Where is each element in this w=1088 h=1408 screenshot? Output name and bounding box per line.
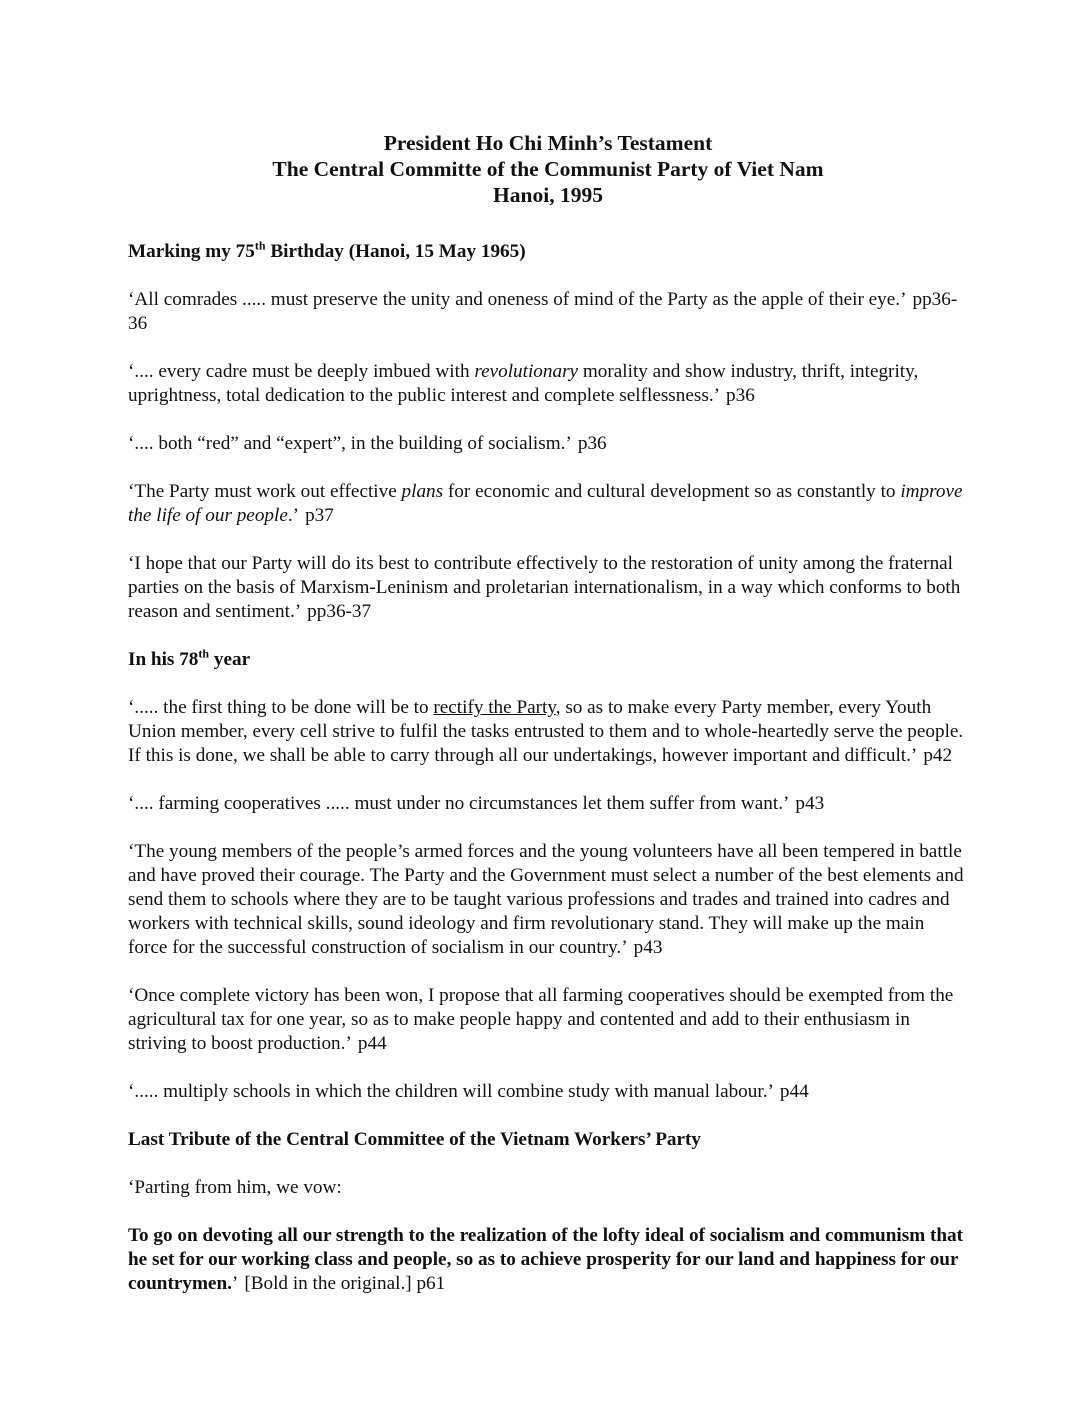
quote-paragraph — [128, 288, 968, 336]
page-reference: p43 — [795, 793, 825, 814]
quote-text: ‘I hope that our Party will do its best to contribute effectively to the restoration of unity among the fraternal parties on the basis of Marxism-Leninism and proletarian internationalism, in a way which conforms to both reason and sentiment.’ — [128, 553, 961, 622]
quote-paragraph — [128, 792, 968, 816]
quote-text: .’ — [287, 505, 300, 526]
section-heading-78th-year — [128, 648, 968, 672]
quote-text: ‘.... farming cooperatives ..... must under no circumstances let them suffer from want.’ — [128, 793, 790, 814]
quote-bold-text: To go on devoting all our strength to the realization of the lofty ideal of socialism and communism that he set for our working class and people, so as to achieve prosperity for our land and happiness for our countrymen. — [128, 1225, 964, 1294]
quote-paragraph — [128, 480, 968, 528]
quote-underlined-text: rectify the Party — [433, 697, 556, 718]
page-reference: pp36-36 — [128, 289, 958, 334]
quote-paragraph — [128, 840, 968, 960]
quote-text: ‘Once complete victory has been won, I propose that all farming cooperatives should be exempted from the agricultural tax for one year, so as to make people happy and contented and add to their enthusiasm in striving to boost production.’ — [128, 985, 954, 1054]
title-line-1: President Ho Chi Minh’s Testament — [383, 131, 713, 155]
quote-paragraph — [128, 1224, 968, 1296]
quote-text: ’ — [231, 1273, 239, 1294]
quote-paragraph — [128, 432, 968, 456]
heading-text: year — [209, 649, 251, 670]
quote-italic-text: plans — [401, 481, 444, 502]
quote-text: ‘..... multiply schools in which the children will combine study with manual labour.’ — [128, 1081, 774, 1102]
quote-text: , so as to make every Party member, every Youth Union member, every cell strive to fulfil the tasks entrusted to them and to whole-heartedly serve the people. If this is done, we shall be able to carry through all our undertakings, however important and difficult.’ — [128, 697, 964, 766]
quote-text: ‘All comrades ..... must preserve the unity and oneness of mind of the Party as the apple of their eye.’ — [128, 289, 907, 310]
page-reference: p44 — [779, 1081, 809, 1102]
quote-text: ‘.... both “red” and “expert”, in the building of socialism.’ — [128, 433, 572, 454]
title-line-2: The Central Committe of the Communist Party of Viet Nam — [272, 157, 824, 181]
quote-italic-text: revolutionary — [474, 361, 579, 382]
page-reference: p36 — [726, 385, 755, 406]
section-heading-75th-birthday — [128, 240, 968, 264]
document-page — [128, 130, 968, 1320]
heading-superscript: th — [254, 238, 266, 253]
section-heading-last-tribute: Last Tribute of the Central Committee of the Vietnam Workers’ Party — [128, 1129, 702, 1150]
quote-paragraph — [128, 552, 968, 624]
quote-intro: ‘Parting from him, we vow: — [128, 1177, 342, 1198]
page-reference: p61 — [416, 1273, 446, 1294]
editorial-note: [Bold in the original.] — [244, 1273, 412, 1294]
quote-paragraph — [128, 1080, 968, 1104]
heading-text: In his 78 — [128, 649, 199, 670]
page-reference: p37 — [305, 505, 334, 526]
quote-text: ‘The young members of the people’s armed forces and the young volunteers have all been tempered in battle and have proved their courage. The Party and the Government must select a number of the best elements and send them to schools where they are to be taught various professions and trades and trained into cadres and workers with technical skills, sound ideology and firm revolutionary stand. They will make up the main force for the successful construction of socialism in our country.’ — [128, 841, 964, 958]
heading-text: Marking my 75 — [128, 241, 255, 262]
quote-text: for economic and cultural development so as constantly to — [443, 481, 901, 502]
quote-italic-text: improve the life of our people — [128, 481, 963, 526]
heading-text: Birthday (Hanoi, 15 May 1965) — [265, 241, 526, 262]
quote-text: ‘..... the first thing to be done will be to — [128, 697, 434, 718]
quote-text: morality and show industry, thrift, integrity, uprightness, total dedication to the public interest and complete selflessness.’ — [128, 361, 919, 406]
title-line-3: Hanoi, 1995 — [493, 183, 603, 207]
page-reference: p44 — [357, 1033, 387, 1054]
page-reference: p42 — [923, 745, 953, 766]
page-reference: p43 — [633, 937, 663, 958]
quote-paragraph — [128, 696, 968, 768]
quote-text: ‘The Party must work out effective — [128, 481, 402, 502]
document-title — [128, 130, 968, 208]
page-reference: p36 — [577, 433, 607, 454]
quote-paragraph — [128, 360, 968, 408]
quote-text: ‘.... every cadre must be deeply imbued with — [128, 361, 475, 382]
heading-superscript: th — [198, 646, 210, 661]
quote-paragraph — [128, 984, 968, 1056]
page-reference: pp36-37 — [307, 601, 372, 622]
